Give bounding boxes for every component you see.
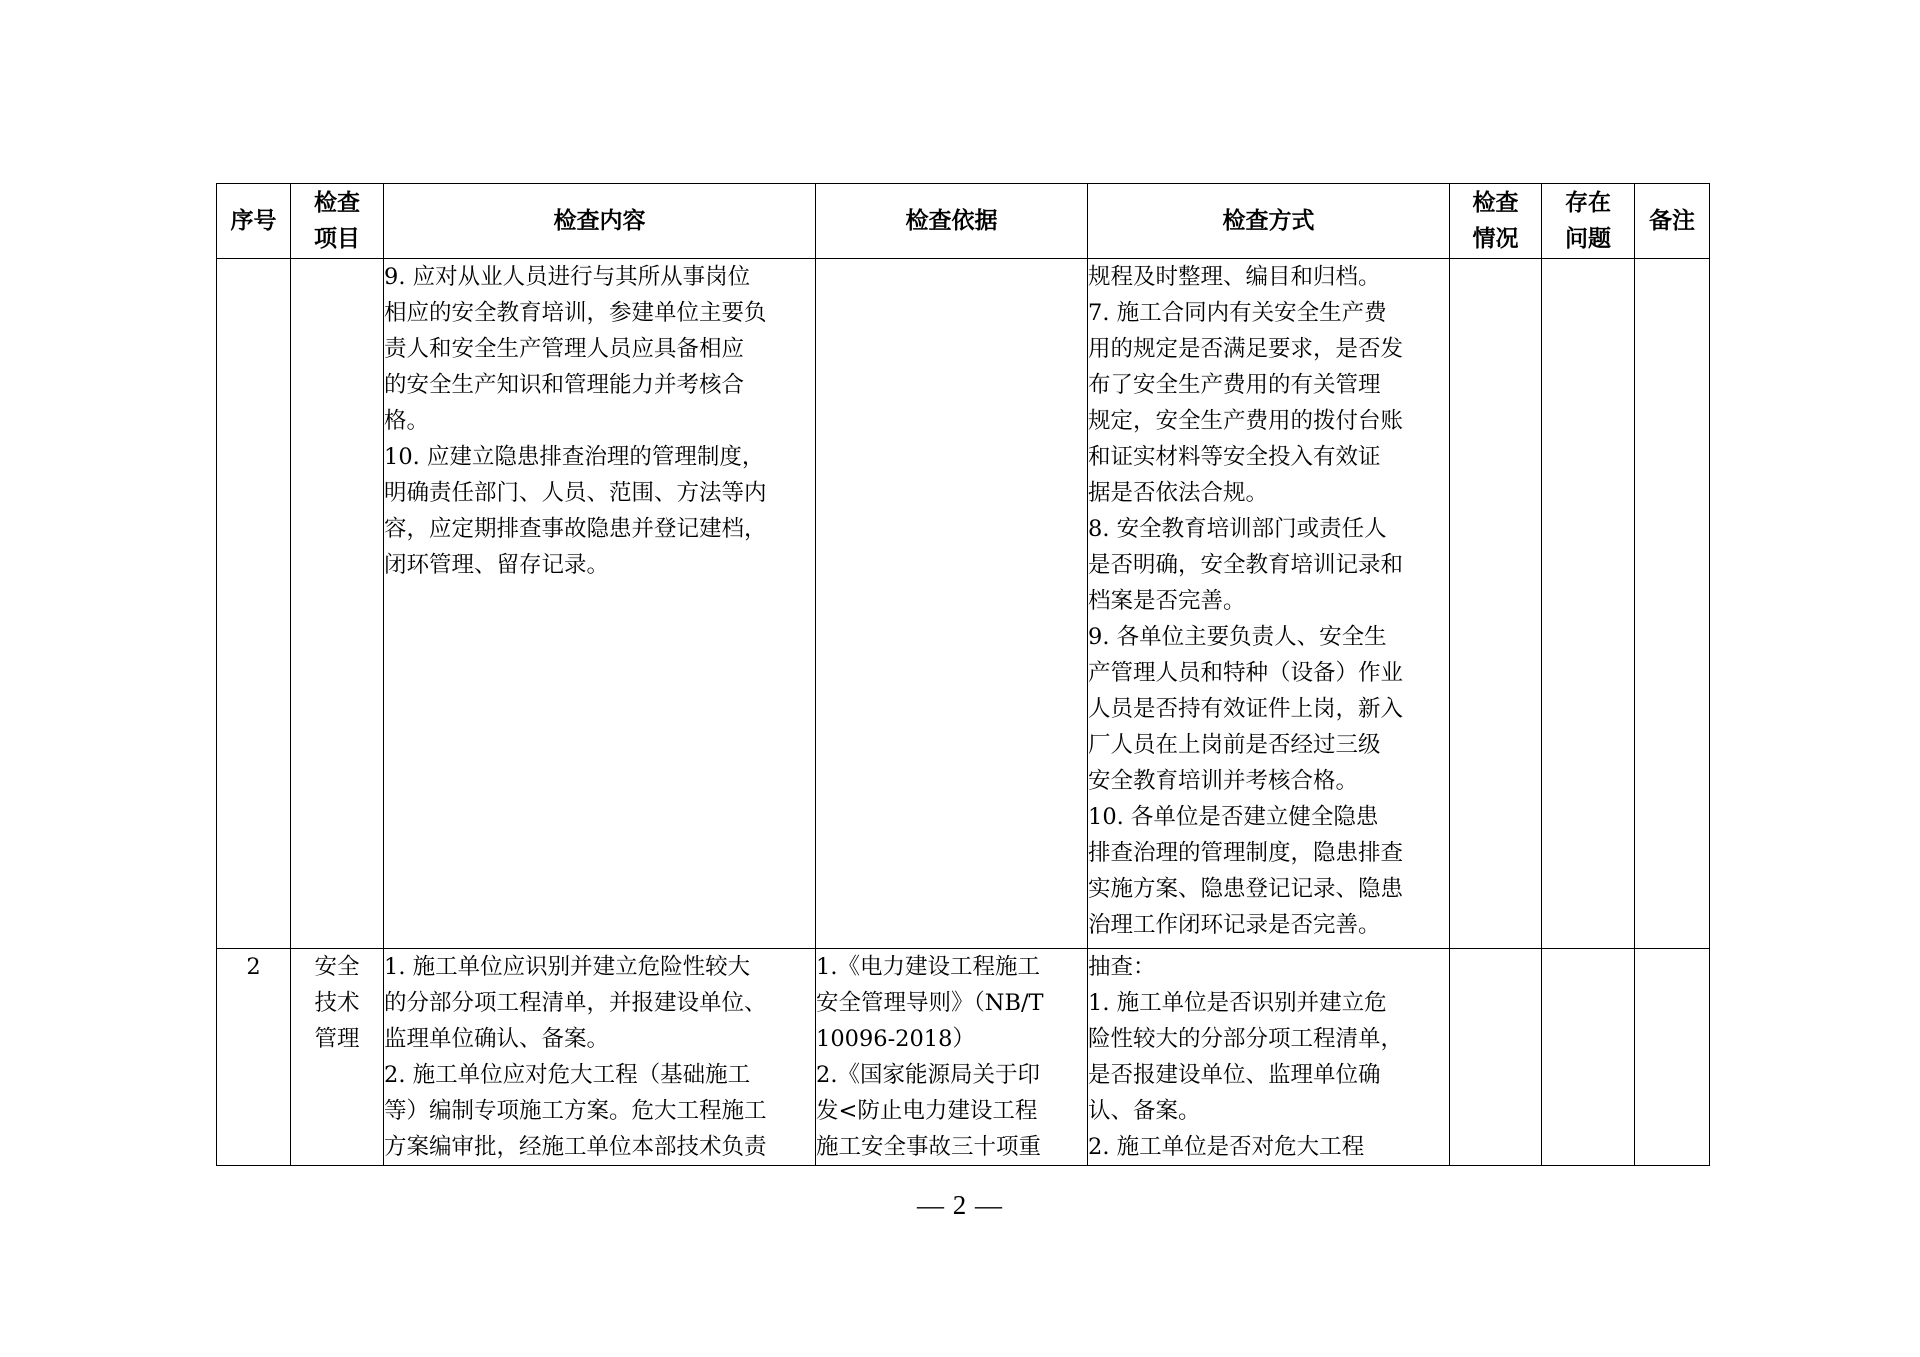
header-item-line: 项目 [314, 225, 360, 252]
row2-seq-cell: 2 [217, 949, 291, 1166]
header-method: 检查方式 [1088, 184, 1450, 259]
cell-text-line: 险性较大的分部分项工程清单， [1088, 1026, 1404, 1052]
row2-situation-cell [1450, 949, 1542, 1166]
cell-text-line: 监理单位确认、备案。 [384, 1026, 610, 1052]
row1-seq-cell [217, 259, 291, 949]
row1-item-cell [291, 259, 384, 949]
cell-text-line: 发<防止电力建设工程 [816, 1098, 1038, 1124]
cell-text-line: 排查治理的管理制度，隐患排查 [1088, 840, 1404, 866]
row1-problems-cell [1542, 259, 1635, 949]
row2-item-line: 技术 [314, 990, 360, 1016]
row2-item-line: 安全 [314, 954, 360, 980]
table-row [217, 949, 1710, 1166]
cell-text-line: 1. 施工单位是否识别并建立危 [1088, 990, 1387, 1016]
header-problems-line: 存在 [1565, 189, 1611, 216]
cell-text-line: 等）编制专项施工方案。危大工程施工 [384, 1098, 767, 1124]
cell-text-line: 相应的安全教育培训，参建单位主要负 [384, 300, 767, 326]
cell-text-line: 责人和安全生产管理人员应具备相应 [384, 336, 745, 362]
cell-text-line: 9. 应对从业人员进行与其所从事岗位 [384, 264, 751, 290]
row2-problems-cell [1542, 949, 1635, 1166]
cell-text-line: 方案编审批，经施工单位本部技术负责 [384, 1134, 767, 1160]
table-row [217, 259, 1710, 949]
cell-text-line: 安全管理导则》（NB/T [816, 990, 1044, 1016]
cell-text-line: 8. 安全教育培训部门或责任人 [1088, 516, 1387, 542]
cell-text-line: 施工安全事故三十项重 [816, 1134, 1042, 1160]
row1-basis-cell [816, 259, 1088, 949]
cell-text-line: 规程及时整理、编目和归档。 [1088, 264, 1381, 290]
row2-content-cell [384, 949, 816, 1166]
cell-text-line: 安全教育培训并考核合格。 [1088, 768, 1359, 794]
inspection-table [216, 183, 1710, 1166]
cell-text-line: 1.《电力建设工程施工 [816, 954, 1040, 980]
cell-text-line: 的安全生产知识和管理能力并考核合 [384, 372, 745, 398]
header-situation [1450, 184, 1542, 259]
page-number: — 2 — [917, 1190, 1003, 1220]
cell-text-line: 实施方案、隐患登记记录、隐患 [1088, 876, 1404, 902]
cell-text-line: 是否明确，安全教育培训记录和 [1088, 552, 1404, 578]
cell-text-line: 10. 各单位是否建立健全隐患 [1088, 804, 1379, 830]
row1-method-cell [1088, 259, 1450, 949]
cell-text-line: 1. 施工单位应识别并建立危险性较大 [384, 954, 751, 980]
header-item-line: 检查 [314, 189, 360, 216]
header-basis: 检查依据 [816, 184, 1088, 259]
cell-text-line: 认、备案。 [1088, 1098, 1201, 1124]
cell-text-line: 明确责任部门、人员、范围、方法等内 [384, 480, 767, 506]
cell-text-line: 10096-2018） [816, 1026, 975, 1052]
row2-item-cell [291, 949, 384, 1166]
cell-text-line: 人员是否持有效证件上岗，新入 [1088, 696, 1404, 722]
row1-situation-cell [1450, 259, 1542, 949]
header-situation-line: 检查 [1472, 189, 1519, 216]
row2-item-line: 管理 [314, 1026, 360, 1052]
cell-text-line: 规定，安全生产费用的拨付台账 [1088, 408, 1404, 434]
cell-text-line: 布了安全生产费用的有关管理 [1088, 372, 1381, 398]
header-item [291, 184, 384, 259]
header-situation-line: 情况 [1472, 225, 1519, 252]
header-content: 检查内容 [384, 184, 816, 259]
cell-text-line: 和证实材料等安全投入有效证 [1088, 444, 1381, 470]
cell-text-line: 档案是否完善。 [1088, 588, 1246, 614]
cell-text-line: 用的规定是否满足要求，是否发 [1088, 336, 1404, 362]
cell-text-line: 产管理人员和特种（设备）作业 [1088, 660, 1404, 686]
cell-text-line: 是否报建设单位、监理单位确 [1088, 1062, 1381, 1088]
cell-text-line: 容，应定期排查事故隐患并登记建档， [384, 516, 767, 542]
cell-text-line: 2.《国家能源局关于印 [816, 1062, 1040, 1088]
row1-remarks-cell [1635, 259, 1710, 949]
cell-text-line: 厂人员在上岗前是否经过三级 [1088, 732, 1381, 758]
row1-content-cell [384, 259, 816, 949]
table-header-row [217, 184, 1710, 259]
header-problems [1542, 184, 1635, 259]
cell-text-line: 7. 施工合同内有关安全生产费 [1088, 300, 1387, 326]
row2-remarks-cell [1635, 949, 1710, 1166]
cell-text-line: 治理工作闭环记录是否完善。 [1088, 912, 1381, 938]
cell-text-line: 2. 施工单位是否对危大工程 [1088, 1134, 1365, 1160]
cell-text-line: 闭环管理、留存记录。 [384, 552, 610, 578]
header-remarks: 备注 [1635, 184, 1710, 259]
cell-text-line: 9. 各单位主要负责人、安全生 [1088, 624, 1387, 650]
row2-method-cell [1088, 949, 1450, 1166]
header-seq: 序号 [217, 184, 291, 259]
header-problems-line: 问题 [1565, 225, 1611, 252]
cell-text-line: 格。 [384, 408, 430, 434]
cell-text-line: 2. 施工单位应对危大工程（基础施工 [384, 1062, 751, 1088]
cell-text-line: 抽查： [1088, 954, 1156, 980]
row2-basis-cell [816, 949, 1088, 1166]
cell-text-line: 的分部分项工程清单，并报建设单位、 [384, 990, 767, 1016]
cell-text-line: 据是否依法合规。 [1088, 480, 1269, 506]
cell-text-line: 10. 应建立隐患排查治理的管理制度， [384, 444, 765, 470]
